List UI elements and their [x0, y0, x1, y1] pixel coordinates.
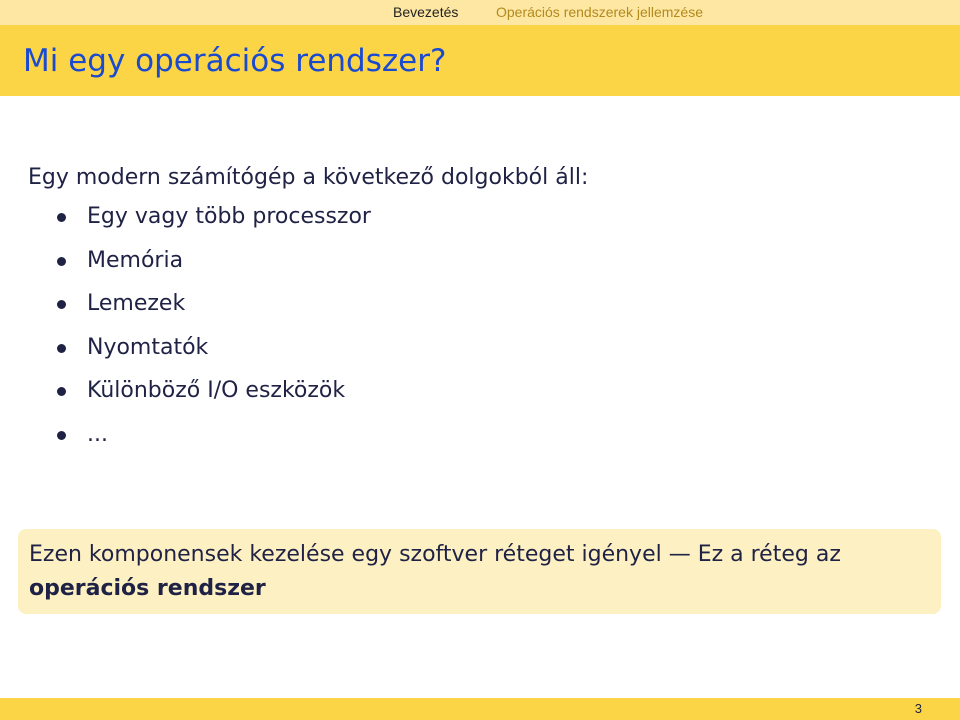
- callout-sentence: Ezen komponensek kezelése egy szoftver réteget igényel — Ez a réteg az: [29, 542, 841, 567]
- page-number: 3: [914, 701, 922, 716]
- bullet-icon: [57, 213, 66, 222]
- list-item-text: ...: [87, 421, 108, 447]
- footer-bar: [0, 698, 960, 720]
- section-navigation: [0, 0, 960, 25]
- list-item-text: Különböző I/O eszközök: [87, 378, 346, 404]
- bullet-icon: [57, 300, 66, 309]
- list-item-text: Lemezek: [87, 291, 186, 317]
- bullet-icon: [57, 431, 66, 440]
- callout-emphasis: operációs rendszer: [29, 576, 266, 601]
- list-item-text: Memória: [87, 247, 184, 273]
- title-bar: [0, 25, 960, 96]
- bullet-icon: [57, 387, 66, 396]
- callout-text: [29, 538, 934, 606]
- nav-item-bevezetes[interactable]: Bevezetés: [393, 4, 459, 20]
- list-item-text: Egy vagy több processzor: [87, 204, 371, 229]
- nav-item-current-section[interactable]: Operációs rendszerek jellemzése: [496, 4, 703, 20]
- list-item-text: Nyomtatók: [87, 334, 209, 360]
- bullet-icon: [57, 344, 66, 353]
- intro-text: Egy modern számítógép a következő dolgokból áll:: [28, 165, 589, 190]
- callout-box: [18, 529, 941, 614]
- bullet-icon: [57, 257, 66, 266]
- slide-title: Mi egy operációs rendszer?: [23, 43, 447, 79]
